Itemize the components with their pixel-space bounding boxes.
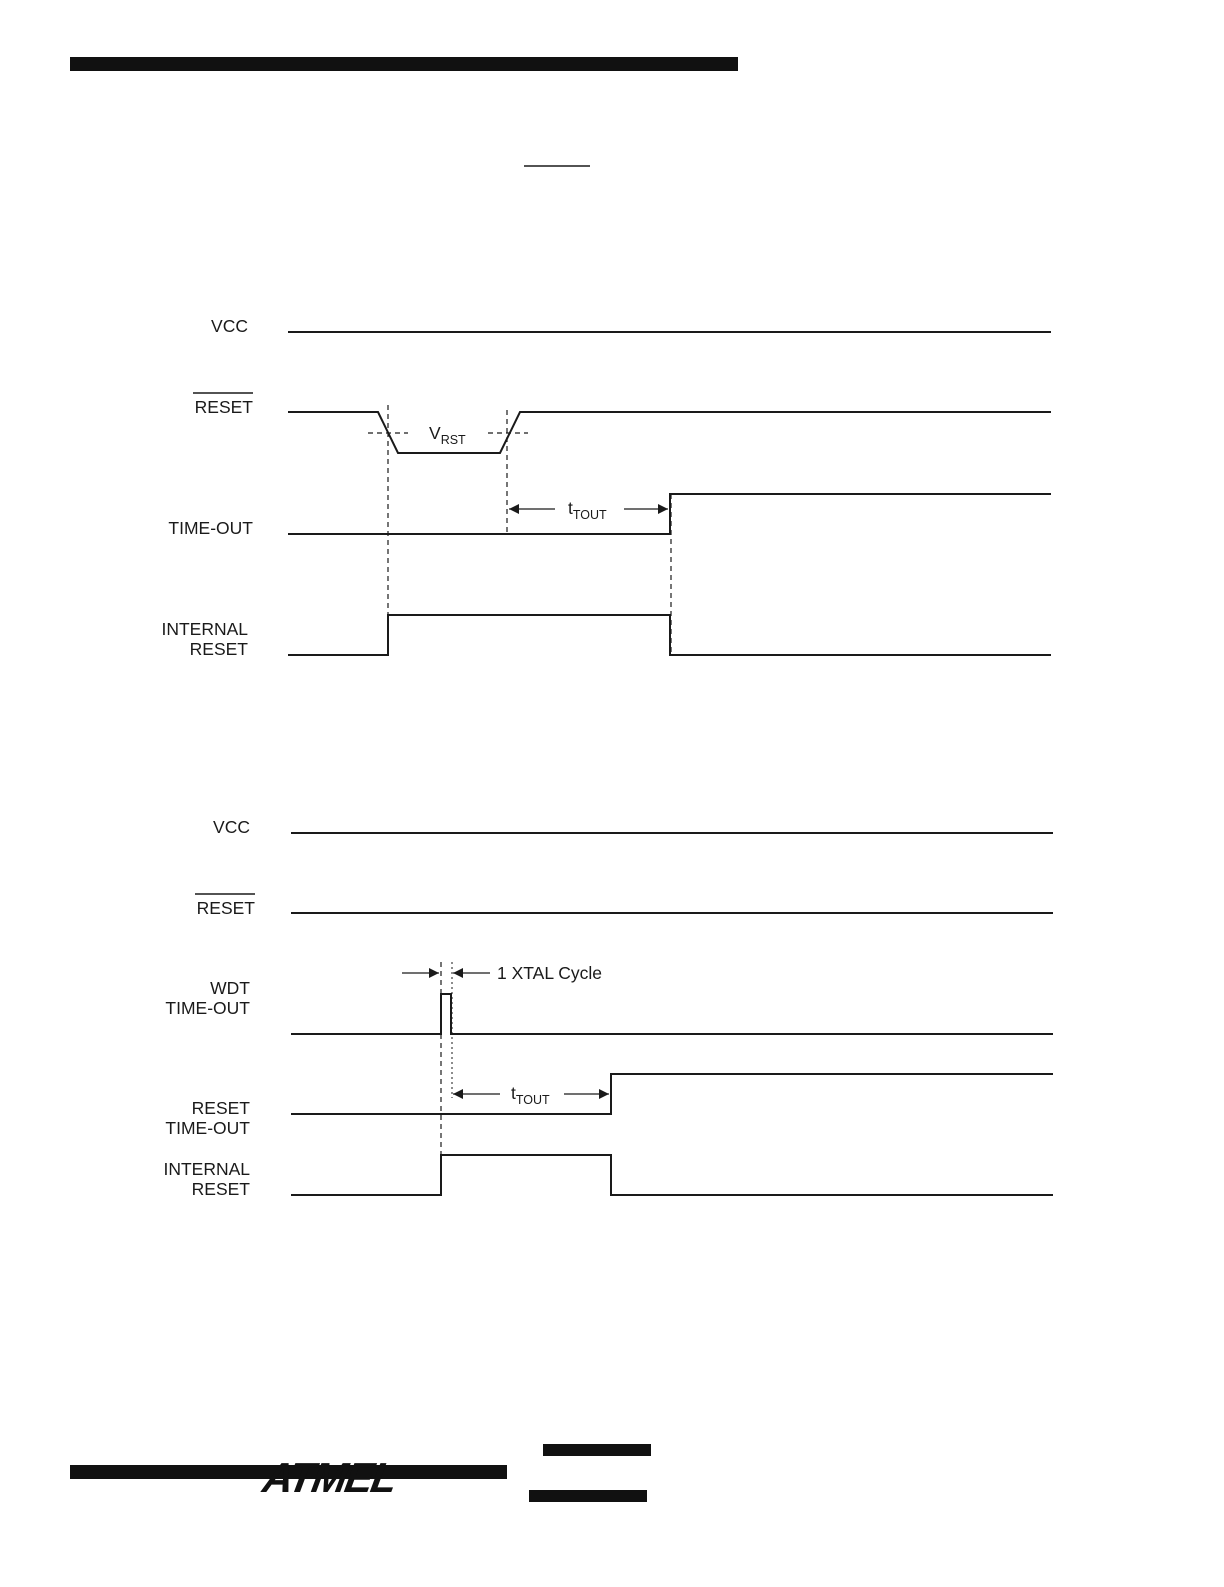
waveform-reset — [288, 412, 1051, 453]
label-wdt-line1: WDT — [210, 978, 250, 998]
waveform-internal-reset — [288, 615, 1051, 655]
label-reset: RESET — [196, 898, 255, 918]
arrowhead-left-icon — [453, 1089, 463, 1099]
label-reset-time-out-line2: TIME-OUT — [165, 1118, 250, 1138]
label-internal-reset-line1: INTERNAL — [161, 619, 248, 639]
waveform-internal-reset — [291, 1155, 1053, 1195]
arrowhead-right-icon — [658, 504, 668, 514]
label-internal-reset-line2: RESET — [191, 1179, 250, 1199]
ttout-label: $t_{TOUT}$ — [511, 1083, 550, 1107]
arrowhead-left-icon — [509, 504, 519, 514]
timing-diagram-external-reset — [161, 316, 1051, 659]
xtal-cycle-label: 1 XTAL Cycle — [497, 963, 603, 983]
waveform-reset-time-out — [291, 1074, 1053, 1114]
label-internal-reset-line1: INTERNAL — [163, 1159, 250, 1179]
vrst-label: $V_{RST}$ — [429, 423, 466, 447]
label-internal-reset-line2: RESET — [189, 639, 248, 659]
arrowhead-right-icon — [599, 1089, 609, 1099]
header-rule — [70, 57, 738, 71]
arrowhead-left-icon — [453, 968, 463, 978]
arrowhead-right-icon — [429, 968, 439, 978]
label-time-out: TIME-OUT — [168, 518, 253, 538]
label-vcc: VCC — [213, 817, 250, 837]
label-vcc: VCC — [211, 316, 248, 336]
waveform-wdt-time-out — [291, 994, 1053, 1034]
logo-text: ATMEL — [259, 1454, 400, 1501]
label-wdt-line2: TIME-OUT — [165, 998, 250, 1018]
waveform-time-out — [288, 494, 1051, 534]
label-reset-time-out-line1: RESET — [191, 1098, 250, 1118]
ttout-label: $t_{TOUT}$ — [568, 498, 607, 522]
timing-diagram-watchdog-reset — [163, 817, 1053, 1199]
label-reset: RESET — [194, 397, 253, 417]
